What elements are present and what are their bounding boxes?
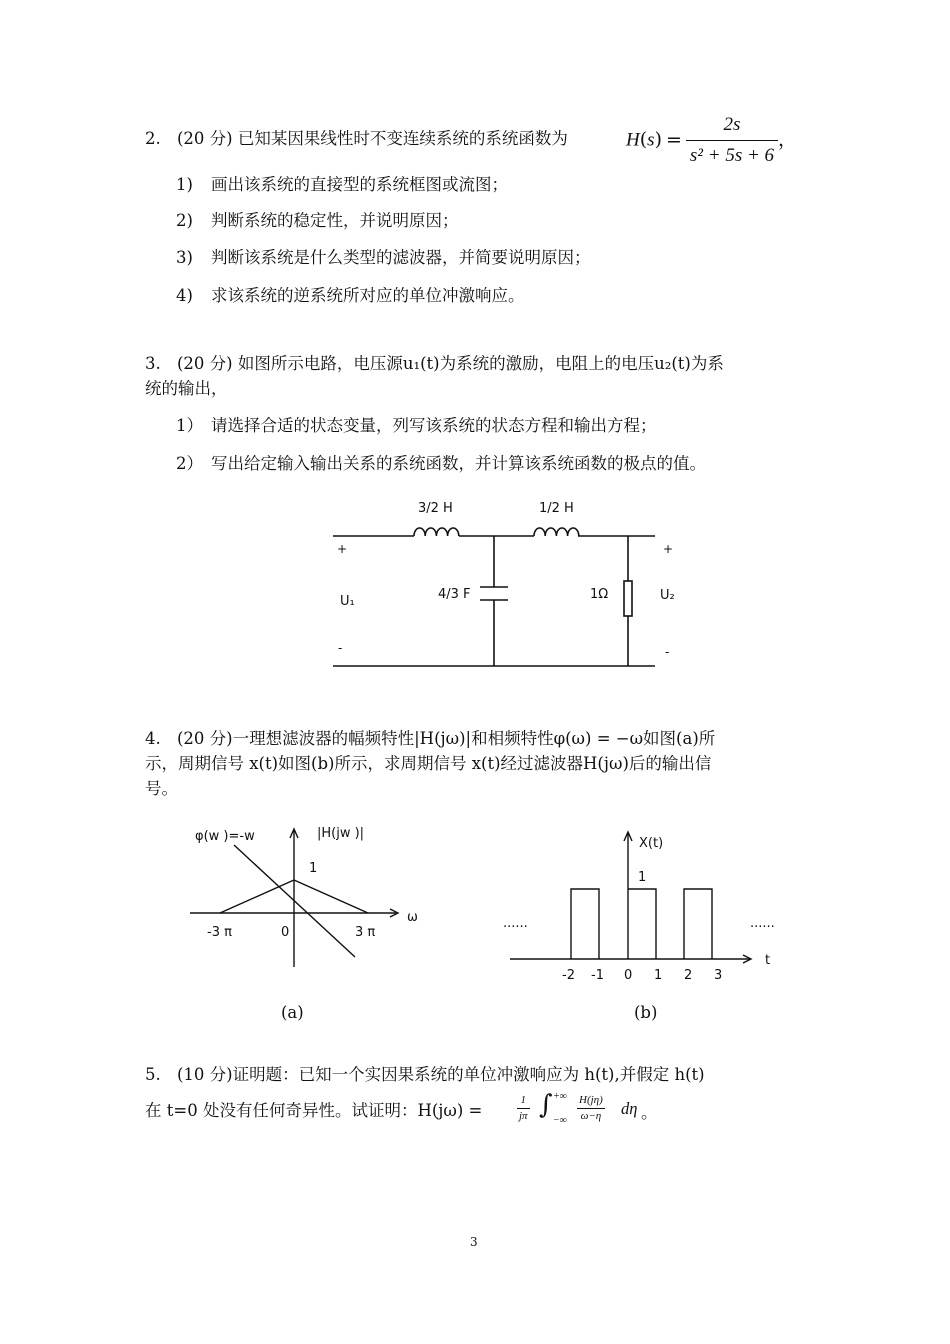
q4-number: 4.: [145, 729, 161, 748]
label-u1: U₁: [340, 594, 355, 609]
label-u1-plus: +: [337, 542, 348, 556]
q5-line-2: 在 t=0 处没有任何奇异性。试证明：H(jω) =: [145, 1101, 483, 1120]
fig-b-tick-3: 3: [714, 968, 723, 983]
fig-a-mag-label: |H(jw )|: [317, 826, 365, 841]
label-C: 4/3 F: [438, 587, 471, 602]
fig-b-ellipsis-right: ......: [750, 916, 775, 931]
fig-a-left-tick: -3 π: [207, 925, 232, 940]
fig-b-xlabel: t: [765, 953, 771, 968]
fig-a-omega: ω: [407, 910, 418, 925]
label-R: 1Ω: [590, 587, 609, 602]
label-L2: 1/2 H: [539, 501, 574, 516]
q2-transfer-function: H(s) = $\frac{2s}{\text{s² + 5s + 6}}$ ，: [626, 112, 797, 169]
q4-line-3: 号。: [145, 779, 178, 798]
q5-coef: $\frac{1}{j\pi}$: [519, 1094, 528, 1122]
q2-item-2: 判断系统的稳定性，并说明原因；: [211, 211, 459, 230]
fig-b-caption: (b): [634, 1003, 658, 1022]
label-u1-minus: -: [338, 641, 343, 655]
q2-item-3: 判断该系统是什么类型的滤波器，并简要说明原因；: [211, 248, 591, 267]
page-number: 3: [470, 1235, 478, 1249]
fig-b-ellipsis-left: ......: [503, 916, 528, 931]
q5-int-upper: +∞: [553, 1091, 567, 1102]
q3-item-1-num: 1）: [176, 416, 203, 435]
fig-b-pulse-3: [684, 889, 712, 959]
q2-item-1-num: 1): [176, 175, 193, 194]
fig-b-pulse-2: [628, 889, 656, 959]
fig-b-tick-2: 2: [684, 968, 693, 983]
q2-comma: ，: [778, 128, 798, 151]
q2-denominator: s² + 5s + 6: [689, 145, 775, 166]
q3-item-2: 写出给定输入输出关系的系统函数，并计算该系统函数的极点的值。: [211, 454, 706, 473]
q2-numerator: 2s: [686, 112, 778, 141]
q3-item-2-num: 2）: [176, 454, 203, 473]
fig-a-origin: 0: [281, 925, 290, 940]
q3-line-1: (20 分) 如图所示电路，电压源u₁(t)为系统的激励，电阻上的电压u₂(t)为系: [177, 354, 724, 373]
q4-line-2: 示，周期信号 x(t)如图(b)所示，求周期信号 x(t)经过滤波器H(jω)后的输出信: [145, 754, 712, 773]
fig-b-ylabel: X(t): [639, 836, 664, 851]
q2-H: H: [626, 129, 640, 151]
fig-b-tick-m1: -1: [591, 968, 604, 983]
q5-end: 。: [641, 1103, 658, 1122]
q5-number: 5.: [145, 1065, 161, 1084]
q3-number: 3.: [145, 354, 161, 373]
fig-b-height: 1: [638, 870, 647, 885]
q5-line-1: (10 分)证明题：已知一个实因果系统的单位冲激响应为 h(t),并假定 h(t): [177, 1065, 705, 1084]
fig-b-tick-m2: -2: [562, 968, 575, 983]
q2-item-1: 画出该系统的直接型的系统框图或流图；: [211, 175, 508, 194]
fig-a-peak: 1: [309, 861, 318, 876]
fig-b-tick-0: 0: [624, 968, 633, 983]
integral-sign-icon: ∫: [539, 1090, 553, 1120]
q5-int-lower: −∞: [553, 1115, 567, 1126]
fig-b-tick-1: 1: [654, 968, 663, 983]
fig-a-right-tick: 3 π: [355, 925, 376, 940]
label-u2-plus: +: [663, 542, 674, 556]
fig-a-phase-label: φ(w )=-w: [195, 829, 255, 844]
q2-item-2-num: 2): [176, 211, 193, 230]
q2-item-4: 求该系统的逆系统所对应的单位冲激响应。: [211, 286, 525, 305]
label-L1: 3/2 H: [418, 501, 453, 516]
q2-item-3-num: 3): [176, 248, 193, 267]
fig-b-pulse-1: [571, 889, 599, 959]
q4-line-1: (20 分)一理想滤波器的幅频特性|H(jω)|和相频特性φ(ω) = −ω如图(a)所: [177, 729, 716, 748]
q3-item-1: 请选择合适的状态变量，列写该系统的状态方程和输出方程；: [211, 416, 657, 435]
q2-intro: (20 分) 已知某因果线性时不变连续系统的系统函数为: [177, 129, 568, 148]
fig-a-caption: (a): [281, 1003, 304, 1022]
q5-integrand: $\frac{H(j\eta)}{\omega-\eta}$: [579, 1094, 603, 1122]
q5-dvar: dη: [621, 1099, 638, 1118]
q2-item-4-num: 4): [176, 286, 193, 305]
q2-number: 2.: [145, 129, 161, 148]
label-u2: U₂: [660, 588, 675, 603]
label-u2-minus: -: [665, 645, 670, 659]
q2-s: s: [647, 129, 655, 151]
q3-line-2: 统的输出，: [145, 379, 228, 398]
